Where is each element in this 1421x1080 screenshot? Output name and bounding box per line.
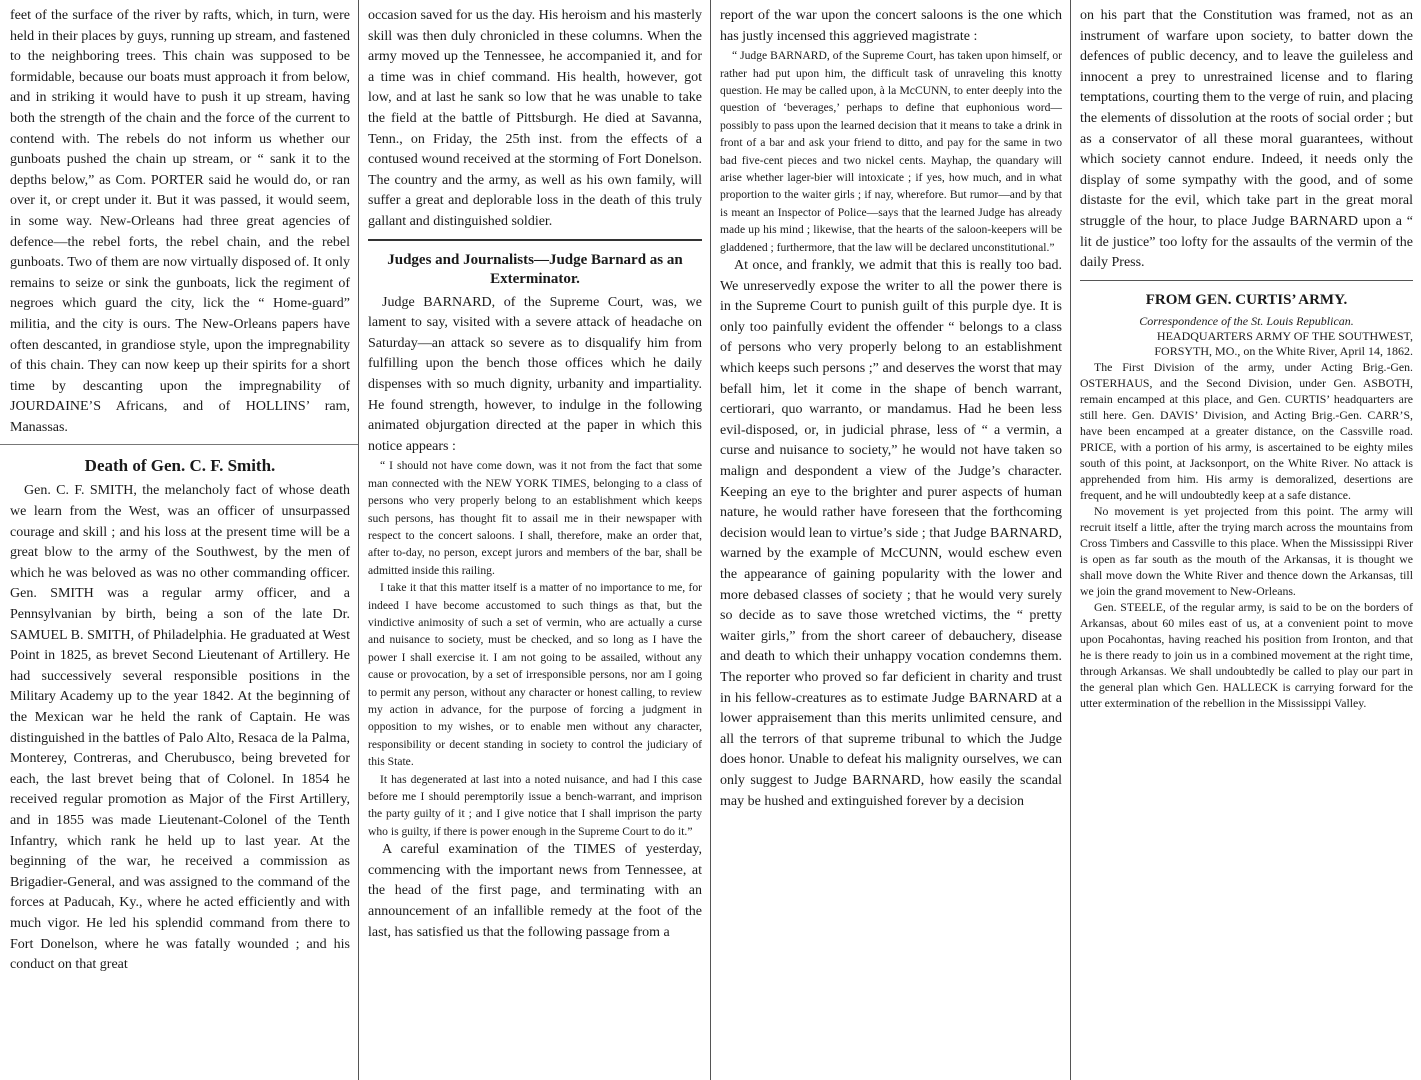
headline: FROM GEN. CURTIS’ ARMY. [1145, 291, 1348, 308]
column-3 [710, 0, 1070, 1080]
article-text: on his part that the Constitution was framed, not as an instrument of warfare upon society, to batter down the defences of public decency, and to leave the guileless and innocent a prey to unrestrained license and to flaring temptations, courting them to the verge of ruin, and placing the elements of dissolution at the roots of social order ; but as a conservator of all these moral guarantees, without which society cannot endure. Indeed, it needs only the display of some sympathy with the good, and of some distaste for the evil, which take part in the great moral struggle of the hour, to place Judge BARNARD upon a “ lit de justice” too lofty for the assaults of the vermin of the daily Press. [1080, 8, 1413, 271]
column-4 [1070, 0, 1421, 1080]
headline: Death of Gen. C. F. Smith. [84, 456, 276, 476]
quoted-text: “ I should not have come down, was it not from the fact that some man connected with the NEW YORK TIMES, belonging to a class of persons who very properly belong to an establishment which keeps such persons, has thought fit to assail me in their newspaper with respect to the concert saloons. I shall, therefore, make an order that, after to-day, no person, except jurors and members of the bar, shall be admitted inside this railing. [368, 459, 702, 577]
quoted-text: “ Judge BARNARD, of the Supreme Court, has taken upon himself, or rather had put upon him, the difficult task of unraveling this knotty question. He may be called upon, à la McCUNN, to enter deeply into the question of ‘beverages,’ perhaps to define that euphonious word—possibly to pass upon the learned decision that it means to take a drink in front of a bar and ask your friend to ditto, and pay for the same in two bad five-cent pieces and two nickel cents. Mayhap, the quandary will arise whether lager-bier will intoxicate ; if yes, how much, and in what proportion to the waiter girls ; if nay, wherefore. But rumor—and by that is meant an Inspector of Police—says that the learned Judge has already made up his mind ; likewise, that the hearts of the saloon-keepers will be gladdened ; furthermore, that the law will be declared unconstitutional.” [720, 49, 1062, 254]
article-text: occasion saved for us the day. His heroism and his masterly skill was then duly chronicled in these columns. When the army moved up the Tennessee, he accompanied it, and for a time was in chief command. His health, however, got low, and at last he sank so low that he was unable to take the field at the battle of Pittsburgh. He died at Savanna, Tenn., on Friday, the 25th inst. from the effects of a contused wound received at the storming of Fort Donelson. The country and the army, as well as his own family, will suffer a great and deplorable loss in the death of this truly gallant and distinguished soldier. [368, 8, 702, 229]
dateline: FORSYTH, MO., on the White River, April 14, 1862. [1154, 343, 1413, 358]
dateline: HEADQUARTERS ARMY OF THE SOUTHWEST, [1156, 328, 1413, 343]
article-text: Gen. STEELE, of the regular army, is said to be on the borders of Arkansas, about 60 miles east of us, at a convenient point to move upon Pocahontas, having reached his position from Ironton, and that he is there ready to join us in a combined movement at the right time, through Arkansas. We shall undoubtedly be called to play our part in the general plan which Gen. HALLECK is carrying forward for the utter extermination of the rebellion in the Mississippi Valley. [1080, 599, 1413, 710]
article-text: No movement is yet projected from this point. The army will recruit itself a little, after the trying march across the mountains from Cross Timbers and Cassville to this place. When the Mississippi River is open as far south as the mouth of the Arkansas, it is thought we shall move down the White River and thence down the Arkansas, till we join the grand movement to New-Orleans. [1080, 503, 1413, 598]
article-text: feet of the surface of the river by rafts, which, in turn, were held in their places by guys, running up stream, and fastened to the neighboring trees. This chain was supposed to be formidable, because our boats must approach it from below, and in striking it would have to push it up stream, having both the strength of the chain and the force of the current to contend with. The rebels do not inform us whether our gunboats pushed the chain up stream, or “ sank it to the depths below,” as Com. PORTER said he would do, or ran over it, or crept under it. But it was passed, it would seem, in some way. New-Orleans had three great agencies of defence—the rebel forts, the rebel chain, and the rebel gunboats. Two of them are now virtually disposed of. It only remains to seize or sink the gunboats, lick the regiment of negroes which guard the city, lick the “ Home-guard” militia, and the city is ours. The New-Orleans papers have often descanted, in grandiose style, upon the impregnability of this chain. They can now keep up their spirits for a short time by descanting upon the impregnability of JOURDAINE’S Africans, and of HOLLINS’ ram, Manassas. [10, 8, 350, 435]
article-text: At once, and frankly, we admit that this is really too bad. We unreservedly expose the writer to all the power there is in the Supreme Court to punish guilt of this purple dye. It is only too painfully evident the offender “ belongs to a class of persons who very properly belong to an establishment which keeps such persons ;” and deserves the worst that may befall him, let it come in the shape of bench warrant, certiorari, quo warranto, or mandamus. Had he been less evil-disposed, or, in judicial phrase, less of “ a vermin, a curse and nuisance to society,” he would not have taken so malign and despondent a view of the Judge’s character. Keeping an eye to the brighter and purer aspects of human nature, he would rather have foreseen that the forthcoming decision would lean to virtue’s side ; that Judge BARNARD, warned by the example of McCUNN, would eschew even the appearance of gaining popularity with the lower and more debased classes of society ; that he would very surely so decide as to save those wretched victims, the “ pretty waiter girls,” from the short career of debauchery, disease and death to which their unhappy vocation condemns them. The reporter who proved so far deficient in charity and trust in his fellow-creatures as to estimate Judge BARNARD at a lower appraisement than this merits unlimited censure, and all the terrors of that supreme tribunal to which the Judge does honor. Unable to defeat his malignity ourselves, we can only suggest to Judge BARNARD, how easily the scandal may be hushed and extinguished forever by a decision [720, 258, 1062, 809]
article-text: Gen. C. F. SMITH, the melancholy fact of whose death we learn from the West, was an officer of unsurpassed courage and skill ; and his loss at the present time will be a great blow to the army of the Southwest, by the men of which he was beloved as was no other commanding officer. Gen. SMITH was a regular army officer, and a Pennsylvanian by birth, being a son of the late Dr. SAMUEL B. SMITH, of Philadelphia. He graduated at West Point in 1825, as brevet Second Lieutenant of Artillery. He had successively several responsible positions in the Military Academy up to the year 1842. At the beginning of the Mexican war he held the rank of Captain. He was distinguished in the battles of Palo Alto, Resaca de la Palma, Monterey, Contreras, and Cherubusco, being breveted for each, the last brevet being that of Colonel. In 1854 he received regular promotion as Major of the First Artillery, and in 1855 was made Lieutenant-Colonel of the Tenth Infantry, which rank he held up to last year. At the beginning of the war, he received a commission as Brigadier-General, and was assigned to the command of the forces at Paducah, Ky., where he acted efficiently and with much vigor. He led his splendid command from there to Fort Donelson, where he was fatally wounded ; and his conduct on that great [10, 483, 350, 973]
section-divider [368, 239, 702, 241]
quoted-text: It has degenerated at last into a noted nuisance, and had I this case before me I should peremptorily issue a bench-warrant, and imprison the party guilty of it ; and I give notice that I shall imprison the party who is guilty, if there is power enough in the Supreme Court to do it.” [368, 772, 702, 838]
subheadline: Correspondence of the St. Louis Republican. [1139, 313, 1354, 328]
section-divider [0, 444, 358, 445]
column-2 [358, 0, 710, 1080]
section-divider [1080, 280, 1413, 281]
article-text: report of the war upon the concert saloons is the one which has justly incensed this aggrieved magistrate : [720, 8, 1062, 44]
article-text: A careful examination of the TIMES of yesterday, commencing with the important news from Tennessee, at the head of the first page, and terminating with an announcement of an infallible remedy at the foot of the last, has satisfied us that the following passage from a [368, 842, 702, 940]
quoted-text: I take it that this matter itself is a matter of no importance to me, for indeed I have become accustomed to such things as that, but the vindictive animosity of such a set of vermin, who are actually a curse and nuisance to society, must be checked, and so long as I have the power I shall exercise it. I am not going to be assailed, without any cause or provocation, by a set of irresponsible persons, nor am I going to permit any person, without any character or honest calling, to review my action in advance, for the purpose of forcing a judgment in opposition to my wishes, or to enable men without any character, responsibility or decent standing in society to control the judiciary of this State. [368, 581, 702, 769]
headline: Judges and Journalists—Judge Barnard as an Exterminator. [387, 251, 683, 287]
article-text: Judge BARNARD, of the Supreme Court, was, we lament to say, visited with a severe attack of headache on Saturday—an attack so severe as to disqualify him from fulfilling upon the bench those offices which he daily dispenses with so much dignity, urbanity and impartiality. He found strength, however, to indulge in the following animated objurgation directed at the paper in which this notice appears : [368, 294, 702, 454]
column-1 [0, 0, 358, 1080]
article-text: The First Division of the army, under Acting Brig.-Gen. OSTERHAUS, and the Second Division, under Gen. ASBOTH, remain encamped at this place, and Gen. CURTIS’ headquarters are still here. Gen. DAVIS’ Division, and Acting Brig.-Gen. CARR’S, have been encamped at a greater distance, on the Cassville road. PRICE, with a portion of his army, is ascertained to be eighty miles south of this point, at Jacksonport, on the White River. No attack is apprehended from him. His army is demoralized, desertions are frequent, and he will undoubtedly keep at a safe distance. [1080, 359, 1413, 502]
